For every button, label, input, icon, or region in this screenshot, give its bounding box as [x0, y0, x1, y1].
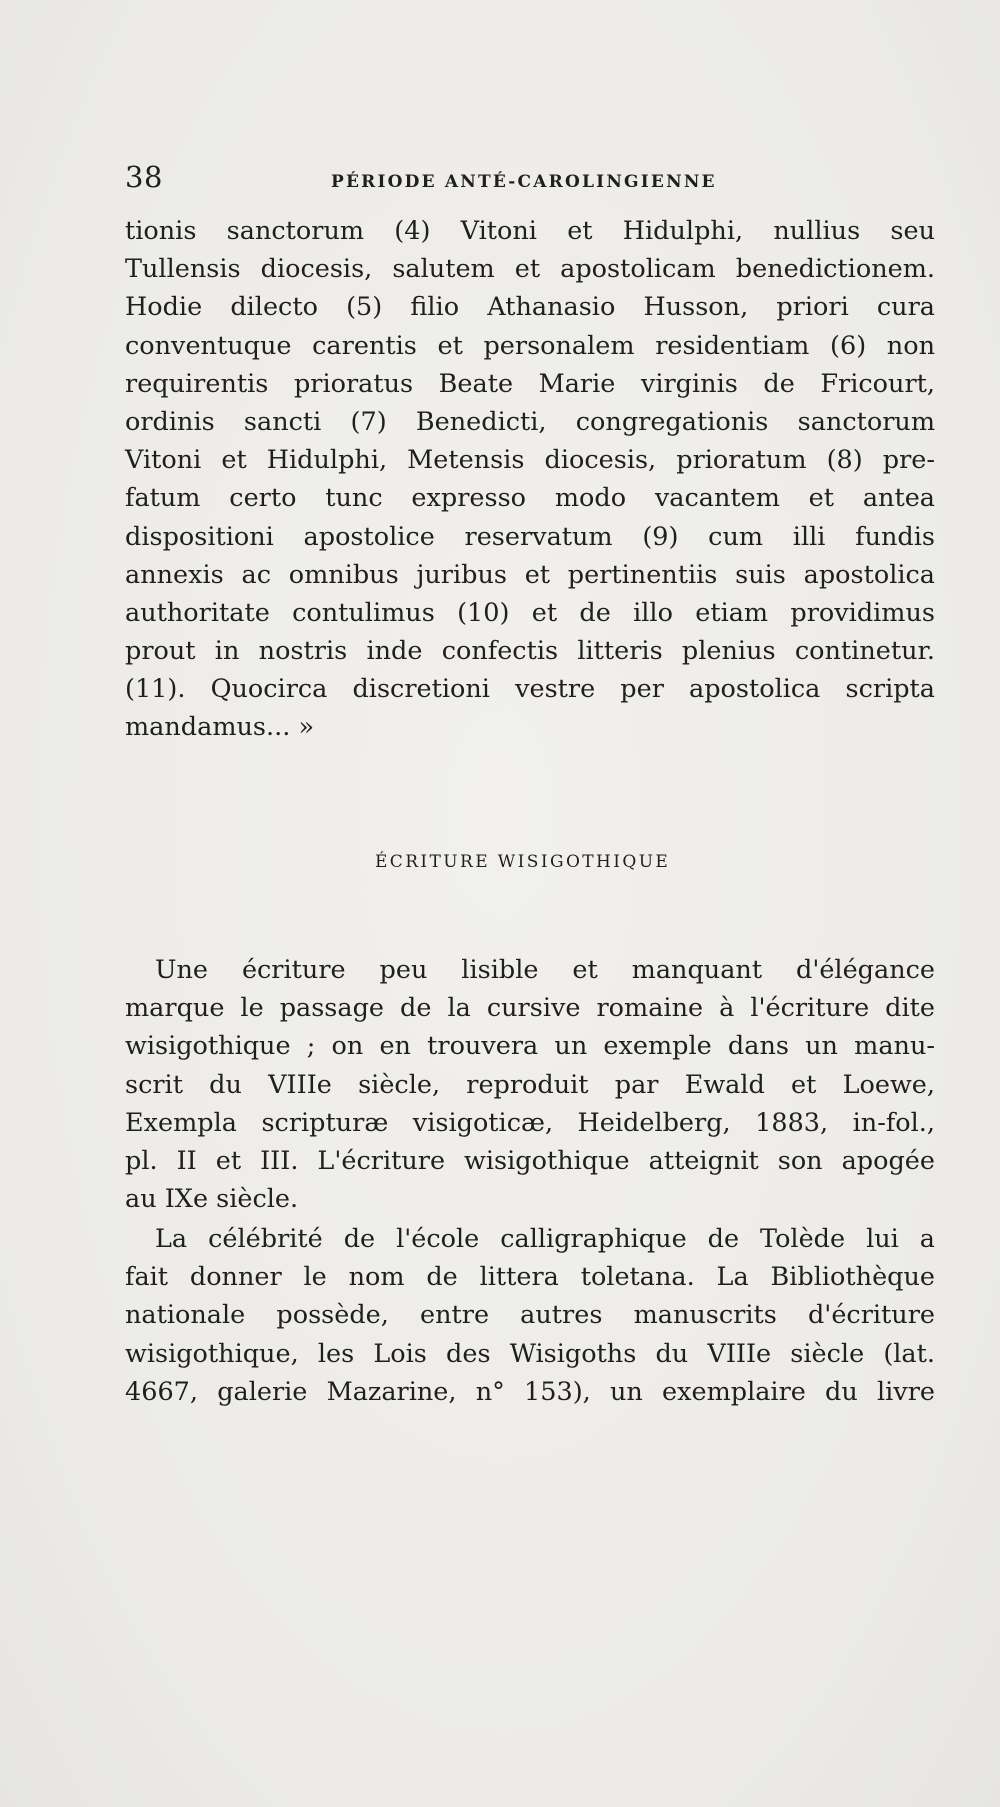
text-line: Hodie dilecto (5) filio Athanasio Husson, priori cura	[125, 292, 935, 323]
page-number: 38	[125, 160, 163, 194]
text-line: nationale possède, entre autres manuscrits d'écriture	[125, 1300, 935, 1331]
text-line: (11). Quocirca discretioni vestre per apostolica scripta	[125, 674, 935, 705]
text-line: ordinis sancti (7) Benedicti, congregationis sanctorum	[125, 406, 935, 437]
text-line: Une écriture peu lisible et manquant d'élégance	[155, 955, 935, 985]
text-line: fait donner le nom de littera toletana. La Bibliothèque	[125, 1262, 935, 1293]
text-line: wisigothique ; on en trouvera un exemple dans un manu-	[125, 1031, 935, 1062]
text-line: requirentis prioratus Beate Marie virginis de Fricourt,	[125, 368, 935, 399]
text-line: authoritate contulimus (10) et de illo etiam providimus	[125, 597, 935, 628]
text-line: La célébrité de l'école calligraphique de Tolède lui a	[155, 1224, 935, 1254]
text-line: tionis sanctorum (4) Vitoni et Hidulphi, nullius seu	[125, 216, 935, 246]
section-heading: ÉCRITURE WISIGOTHIQUE	[375, 852, 671, 872]
text-line: fatum certo tunc expresso modo vacantem et antea	[125, 483, 935, 514]
toledo-paragraph	[125, 1220, 935, 1411]
latin-quotation-paragraph	[125, 212, 935, 747]
text-line: marque le passage de la cursive romaine à l'écriture dite	[125, 993, 935, 1024]
text-line: mandamus... »	[125, 712, 315, 743]
text-line: scrit du VIIIe siècle, reproduit par Ewald et Loewe,	[125, 1069, 935, 1100]
text-line: Vitoni et Hidulphi, Metensis diocesis, prioratum (8) pre-	[125, 445, 935, 476]
page-header	[125, 160, 945, 200]
text-line: 4667, galerie Mazarine, n° 153), un exemplaire du livre	[125, 1376, 935, 1407]
text-line: prout in nostris inde confectis litteris plenius continetur.	[125, 636, 935, 667]
text-line: dispositioni apostolice reservatum (9) cum illi fundis	[125, 521, 935, 552]
running-head: PÉRIODE ANTÉ-CAROLINGIENNE	[331, 172, 717, 192]
text-line: annexis ac omnibus juribus et pertinentiis suis apostolica	[125, 559, 935, 590]
text-line: pl. II et III. L'écriture wisigothique atteignit son apogée	[125, 1145, 935, 1176]
text-line: wisigothique, les Lois des Wisigoths du VIIIe siècle (lat.	[125, 1338, 935, 1369]
text-line: Tullensis diocesis, salutem et apostolicam benedictionem.	[125, 254, 935, 285]
text-line: conventuque carentis et personalem residentiam (6) non	[125, 330, 935, 361]
ecriture-paragraph	[125, 951, 935, 1218]
text-line: au IXe siècle.	[125, 1184, 299, 1215]
text-line: Exempla scripturæ visigoticæ, Heidelberg, 1883, in-fol.,	[125, 1107, 935, 1138]
